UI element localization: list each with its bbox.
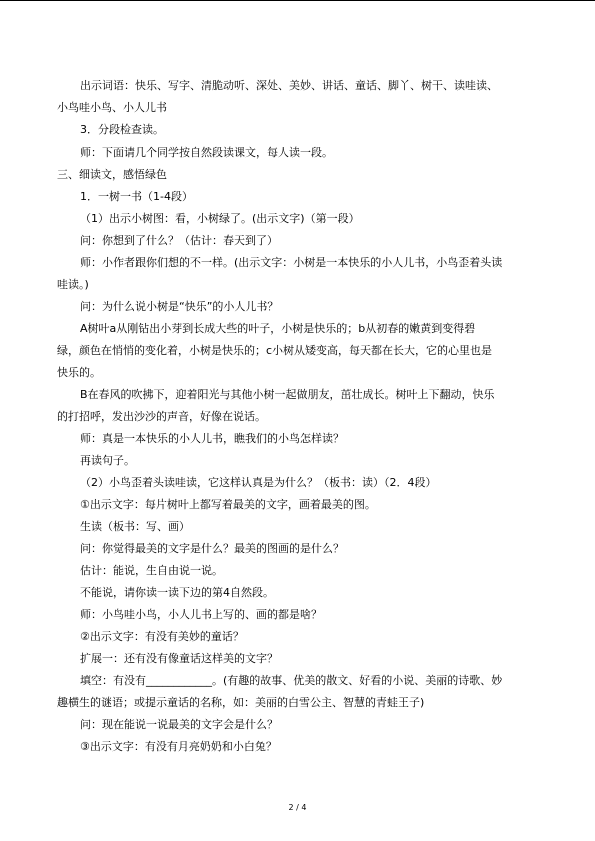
text-line: 哇读。) [57,278,89,291]
text-line: 师：小作者跟你们想的不一样。(出示文字：小树是一本快乐的小人儿书，小鸟歪着头读 [80,256,503,269]
text-line: 不能说，请你读一读下边的第4自然段。 [80,586,274,599]
text-line: 绿，颜色在悄悄的变化着，小树是快乐的；c小树从矮变高，每天都在长大，它的心里也是 [57,344,493,357]
text-line: 估计：能说，生自由说一说。 [80,564,223,577]
text-line: 填空：有没有____________。(有趣的故事、优美的散文、好看的小说、美丽的诗歌、妙 [80,674,503,687]
text-line: 问：你想到了什么？（估计：春天到了） [80,234,278,247]
text-line: 快乐的。 [57,366,101,379]
text-line: 师：下面请几个同学按自然段读课文，每人读一段。 [80,146,333,159]
text-line: （1）出示小树图：看，小树绿了。(出示文字)（第一段） [80,212,360,225]
text-line: B在春风的吹拂下，迎着阳光与其他小树一起做朋友，茁壮成长。树叶上下翻动，快乐 [80,388,495,401]
text-line: 问：为什么说小树是“快乐”的小人儿书？ [80,300,279,313]
text-line: 问：现在能说一说最美的文字会是什么？ [80,718,278,731]
text-line: 师：真是一本快乐的小人儿书，瞧我们的小鸟怎样读？ [80,432,344,445]
text-line: ①出示文字：每片树叶上都写着最美的文字，画着最美的图。 [80,498,376,511]
text-line: 出示词语：快乐、写字、清脆动听、深处、美妙、讲话、童话、脚丫、树干、读哇读、 [80,79,498,92]
page-number: 2 / 4 [288,803,307,812]
text-line: 再读句子。 [80,454,135,467]
text-line: （2）小鸟歪着头读哇读，它这样认真是为什么？（板书：读）（2．4段） [80,476,437,489]
text-line: 扩展一：还有没有像童话这样美的文字？ [80,652,278,665]
text-line: 师：小鸟哇小鸟，小人儿书上写的、画的都是啥？ [80,608,322,621]
text-line: ③出示文字：有没有月亮奶奶和小白兔？ [80,740,277,753]
text-line: 生读（板书：写、画） [80,520,190,533]
text-line: 问：你觉得最美的文字是什么？最美的图画的是什么？ [80,542,344,555]
text-line: 小鸟哇小鸟、小人儿书 [57,101,167,114]
text-line: A树叶a从刚钻出小芽到长成大些的叶子，小树是快乐的；b从初春的嫩黄到变得碧 [80,322,476,335]
text-line: 趣横生的谜语；或提示童话的名称，如：美丽的白雪公主、智慧的青蛙王子) [57,696,425,709]
section-heading: 三、细读文，感悟绿色 [57,168,167,181]
subsection-heading: 1．一树一书（1-4段） [80,190,193,203]
text-line: 3．分段检查读。 [80,123,164,136]
text-line: ②出示文字：有没有美妙的童话？ [80,630,244,643]
text-line: 的打招呼，发出沙沙的声音，好像在说话。 [57,410,266,423]
